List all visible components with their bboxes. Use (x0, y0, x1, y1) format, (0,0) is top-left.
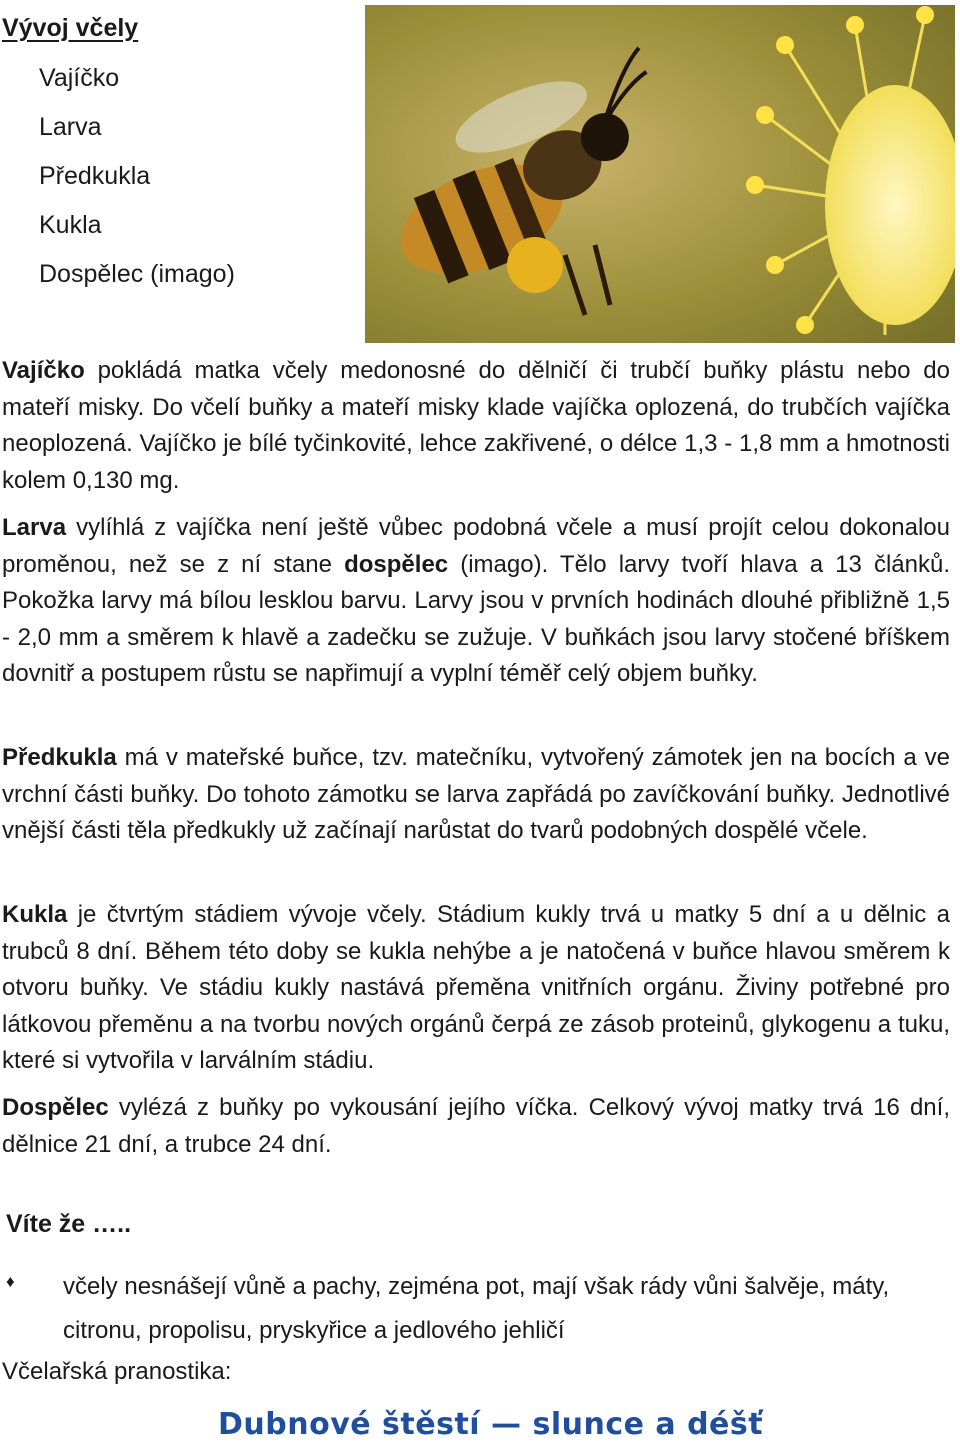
paragraph-text: je čtvrtým stádiem vývoje včely. Stádium kukly trvá u matky 5 dní a u dělnic a trubců 8 dní. Během této doby se kukla nehýbe a je natočená v buňce hlavou směrem k otvoru buňky. Ve stádiu kukly nastává přeměna vnitřních orgánu. Živiny potřebné pro látkovou přeměnu a na tvorbu nových orgánů čerpá ze zásob proteinů, glykogenu a tuku, které si vytvořila v larválním stádiu. (2, 901, 950, 1074)
stage-item: Předkukla (39, 162, 151, 190)
paragraph-text: (imago). Tělo larvy tvoří hlava a 13 článků. Pokožka larvy má bílou lesklou barvu. Larvy jsou v prvních hodinách dlouhé přibližně 1,5 - 2,0 mm a směrem k hlavě a zadečku se zužuje. V buňkách jsou larvy stočené bříškem dovnitř a postupem růstu se napřimují a vyplní téměř celý objem buňky. (2, 550, 950, 687)
term: Vajíčko (2, 357, 85, 384)
stage-item: Dospělec (imago) (39, 260, 235, 288)
did-you-know-fact: včely nesnášejí vůně a pachy, zejména pot, mají však rády vůni šalvěje, máty, citronu, propolisu, pryskyřice a jedlového jehličí (63, 1273, 890, 1344)
stage-item: Vajíčko (39, 64, 120, 92)
term: dospělec (344, 550, 449, 578)
stage-item: Kukla (39, 211, 102, 239)
did-you-know-heading: Víte že ….. (6, 1210, 132, 1238)
term: Dospělec (2, 1094, 109, 1121)
paragraph-text: má v mateřské buňce, tzv. matečníku, vytvořený zámotek jen na bocích a ve vrchní části buňky. Do tohoto zámotku se larva zapřádá po zavíčkování buňky. Jednotlivé vnější části těla předkukly už začínají narůstat do tvarů podobných dospělé včele. (2, 744, 950, 844)
paragraph-adult (2, 1090, 950, 1163)
paragraph-egg (2, 353, 950, 499)
paragraph-pupa (2, 897, 950, 1080)
saying-label: Včelařská pranostika: (2, 1358, 232, 1385)
term: Larva (2, 514, 67, 541)
beekeeper-saying: Dubnové štěstí — slunce a déšť (218, 1407, 764, 1442)
stage-list (39, 60, 235, 305)
diamond-bullet-icon: ♦ (6, 1272, 15, 1291)
page-title: Vývoj včely (2, 14, 139, 42)
paragraph-text: pokládá matka včely medonosné do dělničí či trubčí buňky plástu nebo do mateří misky. Do včelí buňky a mateří misky klade vajíčka oplozená, do trubčích vajíčka neoplozená. Vajíčko je bílé tyčinkovité, lehce zakřivené, o délce 1,3 - 1,8 mm a hmotnosti kolem 0,130 mg. (2, 357, 950, 494)
stage-item: Larva (39, 113, 102, 141)
term: Kukla (2, 901, 68, 928)
paragraph-text: vylíhlá z vajíčka není ještě vůbec podobná včele a musí projít celou dokonalou proměnou, než se z ní stane (2, 514, 950, 578)
term: Předkukla (2, 744, 117, 771)
bee-on-flower-photo (365, 5, 955, 343)
paragraph-larva (2, 510, 950, 693)
bee-photo (365, 5, 955, 343)
paragraph-prepupa (2, 740, 950, 850)
paragraph-text: vylézá z buňky po vykousání jejího víčka. Celkový vývoj matky trvá 16 dní, dělnice 21 dní, a trubce 24 dní. (2, 1094, 950, 1158)
